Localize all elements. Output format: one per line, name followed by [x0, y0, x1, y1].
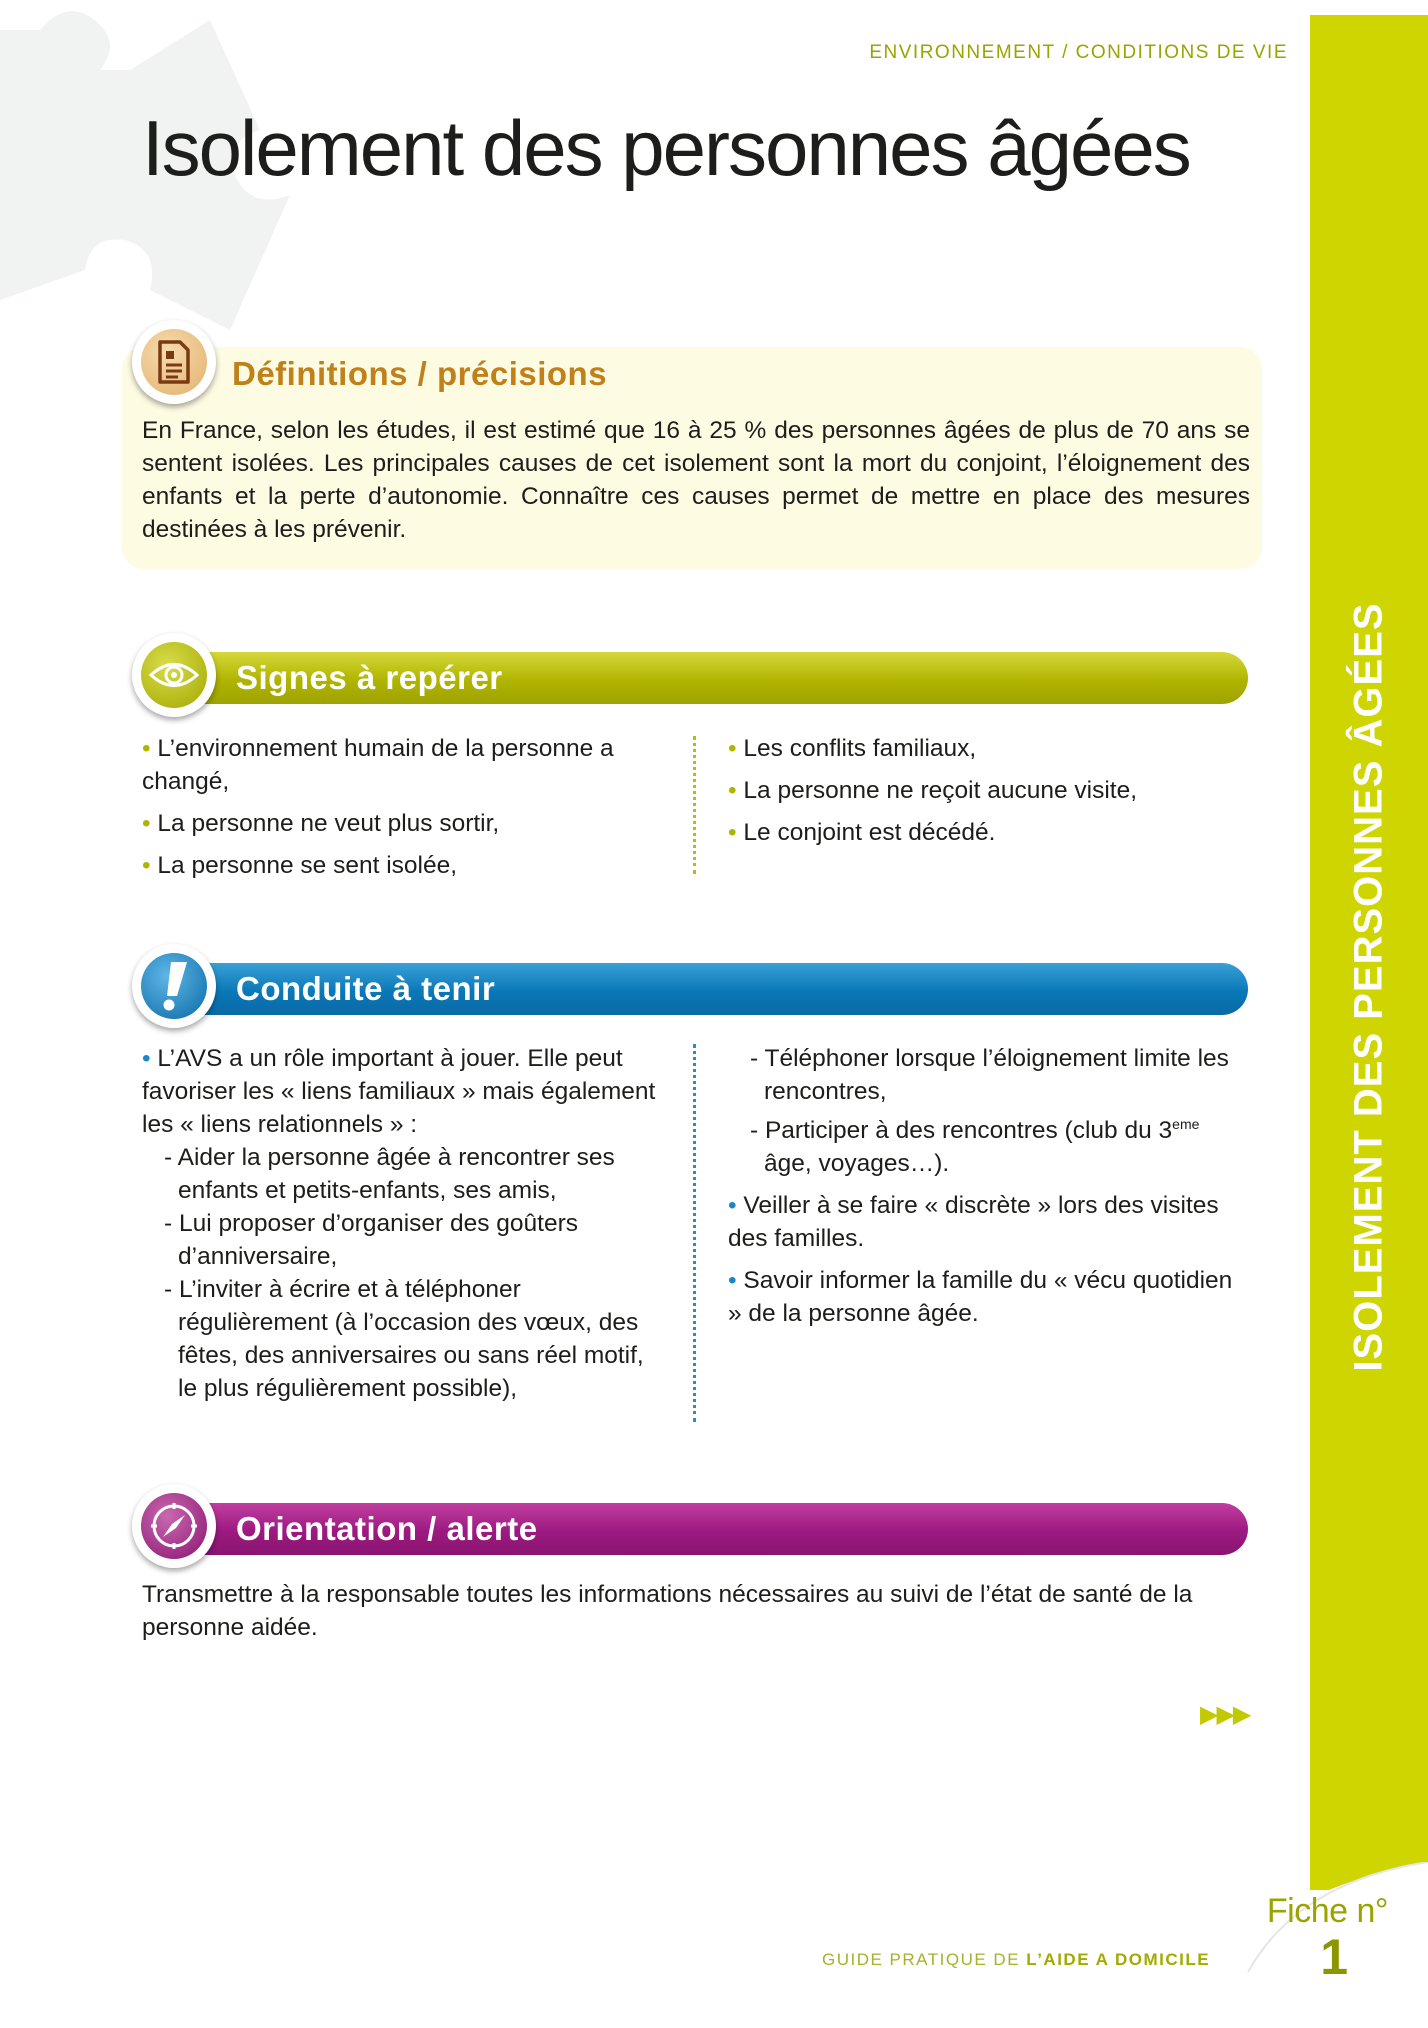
- definitions-text: En France, selon les études, il est estimé que 16 à 25 % des personnes âgées de plus de 70 ans se sentent isolées. Les principales causes de cet isolement sont la mort du conjoint, l’éloignement des enfants et la perte d’autonomie. Connaître ces causes permet de mettre en place des mesures destinées à les prévenir.: [142, 417, 1250, 543]
- bullet-dot: •: [142, 1045, 151, 1072]
- bullet-dot: •: [728, 735, 737, 762]
- side-band: [1310, 15, 1428, 1890]
- signes-right-column: [728, 732, 1248, 858]
- footer-guide: [822, 1950, 1210, 1970]
- bullet-dot: •: [142, 735, 151, 762]
- fiche-number: 1: [1320, 1929, 1348, 1985]
- page-title: Isolement des personnes âgées: [142, 104, 1190, 192]
- list-item: • La personne ne veut plus sortir,: [142, 810, 500, 837]
- header-category: ENVIRONNEMENT / CONDITIONS DE VIE: [869, 42, 1288, 63]
- fiche-label: Fiche n°: [1266, 1892, 1388, 1930]
- list-item: • L’AVS a un rôle important à jouer. Elle peut favoriser les « liens familiaux » mais également les « liens relationnels » :: [142, 1045, 656, 1138]
- definitions-title: Définitions / précisions: [232, 355, 608, 392]
- bullet-dot: •: [142, 810, 151, 837]
- list-item: • L’environnement humain de la personne a changé,: [142, 735, 614, 795]
- conduite-left-column: [142, 1042, 662, 1405]
- bullet-dot: •: [728, 1267, 737, 1295]
- compass-icon: [149, 1501, 199, 1551]
- fiche-corner-shape: [1208, 1862, 1428, 2028]
- list-item: • La personne ne reçoit aucune visite,: [728, 777, 1138, 804]
- exclamation-icon: [157, 960, 191, 1012]
- eye-icon: [149, 660, 199, 690]
- list-item: • Veiller à se faire « discrète » lors des visites des familles.: [728, 1192, 1219, 1253]
- sub-item: - Lui proposer d’organiser des goûters d’anniversaire,: [164, 1210, 579, 1270]
- conduite-badge: [132, 944, 216, 1028]
- sub-item: - Aider la personne âgée à rencontrer ses enfants et petits-enfants, ses amis,: [164, 1144, 615, 1204]
- bullet-dot: •: [728, 777, 737, 804]
- sub-item: - Téléphoner lorsque l’éloignement limite les rencontres,: [750, 1045, 1229, 1105]
- orientation-text: Transmettre à la responsable toutes les informations nécessaires au suivi de l’état de santé de la personne aidée.: [142, 1581, 1193, 1641]
- conduite-right-column: [728, 1042, 1248, 1339]
- bullet-dot: •: [142, 852, 151, 879]
- bullet-dot: •: [728, 1192, 737, 1220]
- conduite-title: Conduite à tenir: [236, 970, 496, 1007]
- sub-item: - Participer à des rencontres (club du 3eme âge, voyages…).: [750, 1116, 1200, 1178]
- conduite-divider: [693, 1044, 696, 1422]
- list-item: • La personne se sent isolée,: [142, 852, 458, 879]
- bullet-dot: •: [728, 819, 737, 846]
- next-page-arrows-icon[interactable]: ▶▶▶: [1200, 1701, 1250, 1728]
- orientation-title: Orientation / alerte: [236, 1510, 538, 1547]
- sub-item: - L’inviter à écrire et à téléphoner régulièrement (à l’occasion des vœux, des fêtes, des anniversaires ou sans réel motif, le plus régulièrement possible),: [164, 1276, 644, 1402]
- signes-divider: [693, 736, 696, 874]
- definitions-badge: [132, 320, 216, 404]
- document-icon: [154, 340, 194, 384]
- signes-title: Signes à repérer: [236, 659, 503, 696]
- list-item: • Le conjoint est décédé.: [728, 819, 996, 846]
- signes-left-column: [142, 732, 662, 891]
- list-item: • Savoir informer la famille du « vécu quotidien » de la personne âgée.: [728, 1267, 1233, 1328]
- list-item: • Les conflits familiaux,: [728, 735, 977, 762]
- side-band-title: ISOLEMENT DES PERSONNES ÂGÉES: [1346, 602, 1391, 1372]
- signes-badge: [132, 633, 216, 717]
- footer-guide-prefix: GUIDE PRATIQUE DE: [822, 1950, 1027, 1969]
- footer-guide-bold: L’AIDE A DOMICILE: [1026, 1950, 1211, 1969]
- orientation-badge: [132, 1484, 216, 1568]
